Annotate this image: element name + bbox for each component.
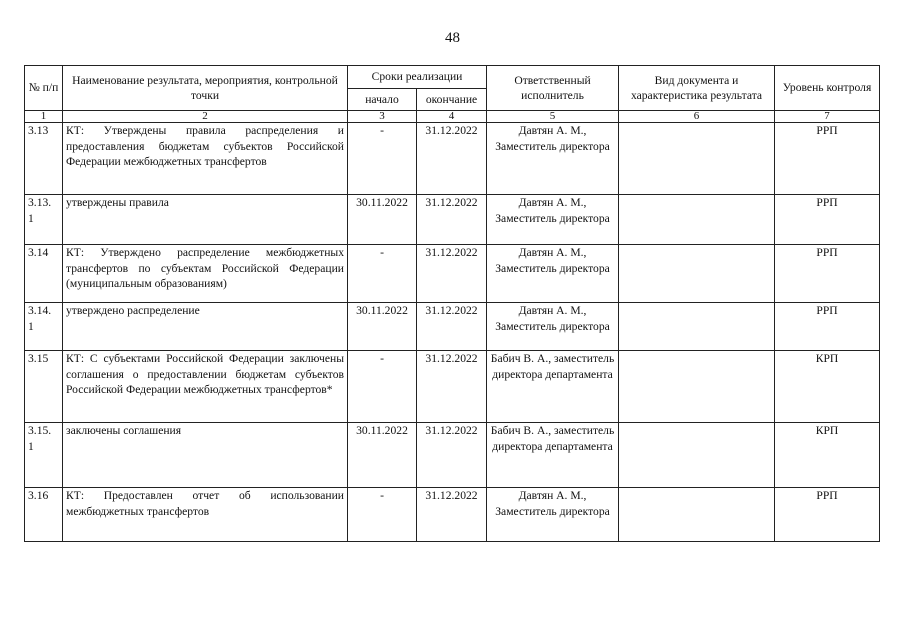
table-row	[25, 423, 880, 488]
row-number: 3.16	[25, 488, 63, 542]
row-control-level: РРП	[775, 123, 880, 195]
row-name: утверждено распределение	[63, 303, 348, 351]
column-number: 4	[417, 111, 487, 123]
header-control-level: Уровень контроля	[775, 66, 880, 111]
row-responsible: Давтян А. М., Заместитель директора	[487, 123, 619, 195]
row-name: утверждены правила	[63, 195, 348, 245]
row-end: 31.12.2022	[417, 351, 487, 423]
row-start: -	[348, 245, 417, 303]
row-end: 31.12.2022	[417, 123, 487, 195]
row-end: 31.12.2022	[417, 245, 487, 303]
row-number: 3.15. 1	[25, 423, 63, 488]
row-document	[619, 351, 775, 423]
row-start: -	[348, 123, 417, 195]
row-responsible: Бабич В. А., заместитель директора департамента	[487, 423, 619, 488]
row-control-level: РРП	[775, 245, 880, 303]
table-header	[25, 66, 880, 123]
table-row	[25, 351, 880, 423]
column-number: 2	[63, 111, 348, 123]
row-name: КТ: Утверждены правила распределения и предоставления бюджетам субъектов Российской Федерации межбюджетных трансфертов	[63, 123, 348, 195]
row-control-level: КРП	[775, 351, 880, 423]
implementation-plan-table	[24, 65, 880, 542]
table-row	[25, 245, 880, 303]
row-control-level: РРП	[775, 303, 880, 351]
row-responsible: Давтян А. М., Заместитель директора	[487, 303, 619, 351]
row-end: 31.12.2022	[417, 488, 487, 542]
table-row	[25, 195, 880, 245]
row-responsible: Давтян А. М., Заместитель директора	[487, 488, 619, 542]
page-number: 48	[445, 30, 460, 46]
row-control-level: КРП	[775, 423, 880, 488]
row-document	[619, 423, 775, 488]
header-end: окончание	[417, 89, 487, 111]
row-number: 3.14	[25, 245, 63, 303]
column-number: 1	[25, 111, 63, 123]
table-row	[25, 123, 880, 195]
table-row	[25, 488, 880, 542]
column-number: 5	[487, 111, 619, 123]
row-start: -	[348, 351, 417, 423]
table-body	[25, 123, 880, 542]
row-number: 3.13	[25, 123, 63, 195]
row-responsible: Бабич В. А., заместитель директора департамента	[487, 351, 619, 423]
header-document: Вид документа и характеристика результата	[619, 66, 775, 111]
header-name: Наименование результата, мероприятия, контрольной точки	[63, 66, 348, 111]
row-end: 31.12.2022	[417, 303, 487, 351]
header-number: № п/п	[25, 66, 63, 111]
row-document	[619, 195, 775, 245]
row-name: КТ: Утверждено распределение межбюджетных трансфертов по субъектам Российской Федерации (муниципальным образованиям)	[63, 245, 348, 303]
row-document	[619, 303, 775, 351]
row-number: 3.13. 1	[25, 195, 63, 245]
column-number-row	[25, 111, 880, 123]
row-name: заключены соглашения	[63, 423, 348, 488]
column-number: 6	[619, 111, 775, 123]
row-responsible: Давтян А. М., Заместитель директора	[487, 245, 619, 303]
column-number: 7	[775, 111, 880, 123]
row-control-level: РРП	[775, 195, 880, 245]
row-start: -	[348, 488, 417, 542]
row-number: 3.14. 1	[25, 303, 63, 351]
row-control-level: РРП	[775, 488, 880, 542]
row-start: 30.11.2022	[348, 195, 417, 245]
header-responsible: Ответственный исполнитель	[487, 66, 619, 111]
column-number: 3	[348, 111, 417, 123]
header-terms: Сроки реализации	[348, 66, 487, 89]
row-name: КТ: Предоставлен отчет об использовании межбюджетных трансфертов	[63, 488, 348, 542]
header-start: начало	[348, 89, 417, 111]
row-responsible: Давтян А. М., Заместитель директора	[487, 195, 619, 245]
table-row	[25, 303, 880, 351]
row-name: КТ: С субъектами Российской Федерации заключены соглашения о предоставлении бюджетам субъектов Российской Федерации межбюджетных трансфертов*	[63, 351, 348, 423]
row-number: 3.15	[25, 351, 63, 423]
row-document	[619, 123, 775, 195]
row-start: 30.11.2022	[348, 423, 417, 488]
row-end: 31.12.2022	[417, 423, 487, 488]
row-document	[619, 488, 775, 542]
row-end: 31.12.2022	[417, 195, 487, 245]
row-document	[619, 245, 775, 303]
row-start: 30.11.2022	[348, 303, 417, 351]
